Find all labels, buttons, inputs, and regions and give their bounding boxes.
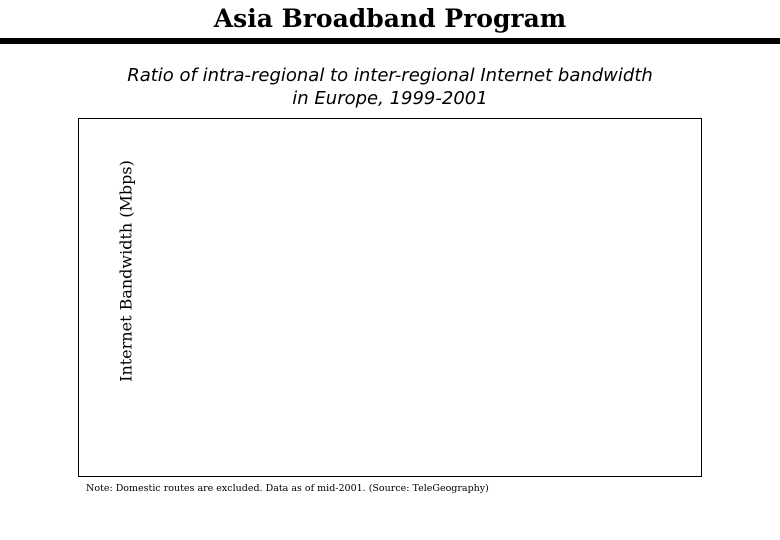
chart-title bbox=[40, 64, 740, 110]
page-title: Asia Broadband Program bbox=[213, 4, 567, 33]
chart-canvas bbox=[78, 118, 702, 477]
chart-title-line-1: Ratio of intra-regional to inter-regional Internet bandwidth bbox=[127, 65, 653, 86]
header-divider bbox=[0, 38, 780, 44]
y-axis-label: Internet Bandwidth (Mbps) bbox=[116, 160, 136, 382]
source-note: Note: Domestic routes are excluded. Data as of mid-2001. (Source: TeleGeography) bbox=[86, 483, 489, 494]
chart-title-line-2: in Europe, 1999-2001 bbox=[292, 88, 488, 109]
